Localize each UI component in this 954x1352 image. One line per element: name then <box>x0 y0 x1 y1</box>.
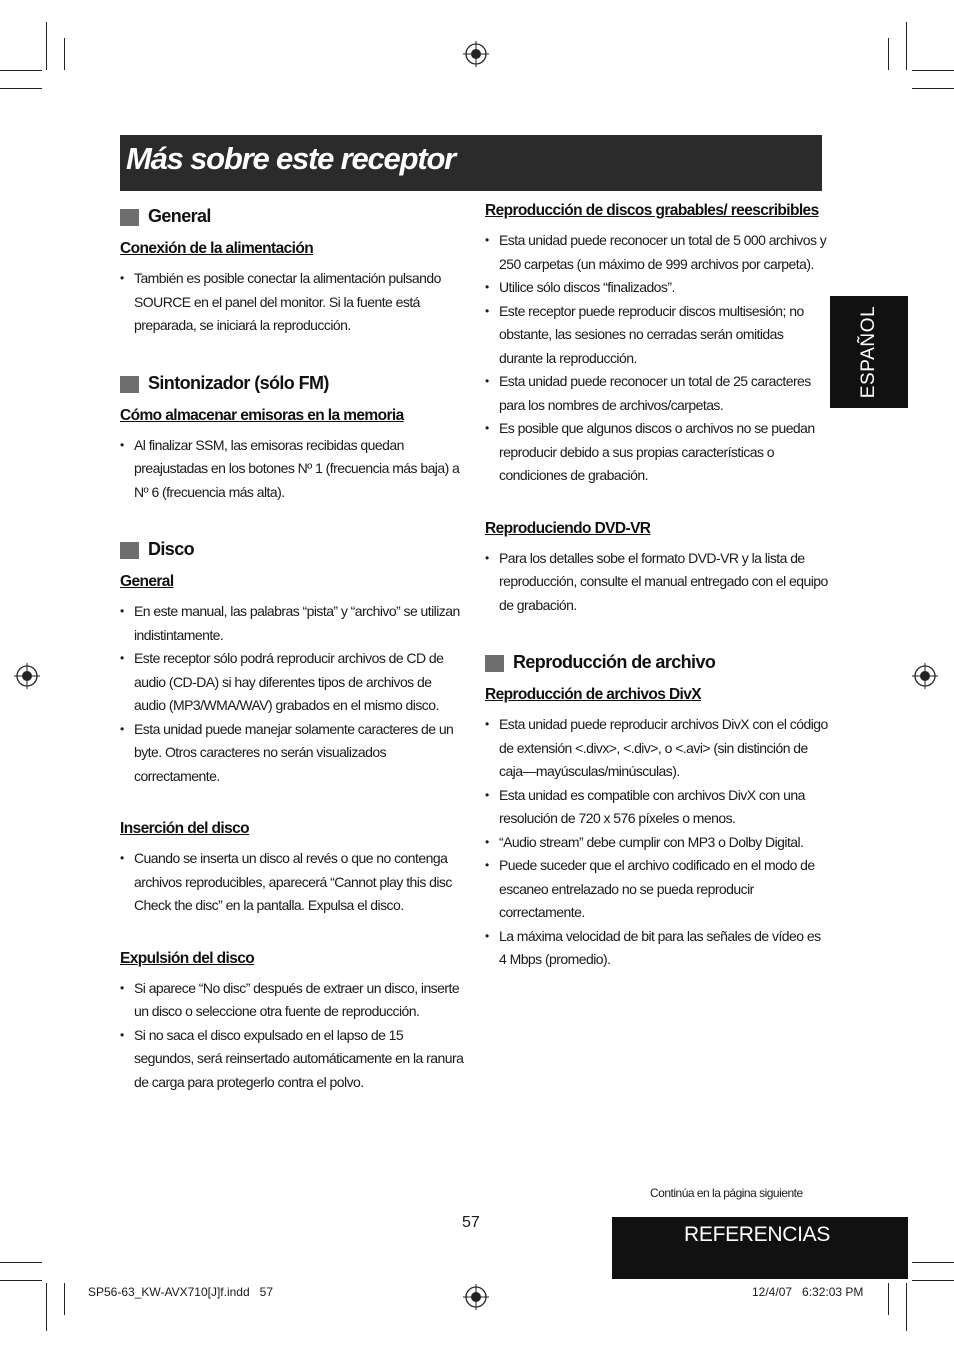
section-heading-sintonizador: Sintonizador (sólo FM) <box>120 371 465 397</box>
subheading-almacenar: Cómo almacenar emisoras en la memoria <box>120 406 404 424</box>
bullet-list-insercion <box>120 847 465 918</box>
list-item: • Esta unidad puede reconocer un total de 25 caracteres para los nombres de archivos/carpetas. <box>485 370 830 417</box>
crop-mark <box>906 1283 907 1331</box>
bullet-list-divx <box>485 713 830 972</box>
footer-date: 12/4/07 6:32:03 PM <box>752 1285 864 1299</box>
list-item: • Esta unidad puede reproducir archivos DivX con el código de extensión <.divx>, <.div>, o <.avi> (sin distinción de caja—mayúsculas/minúsculas). <box>485 713 830 784</box>
crop-mark <box>912 70 954 71</box>
right-column <box>485 198 830 972</box>
footer-file: SP56-63_KW-AVX710[J]f.indd 57 <box>88 1285 273 1299</box>
page-number: 57 <box>462 1214 480 1231</box>
section-square-icon <box>120 542 139 559</box>
section-square-icon <box>120 376 139 393</box>
section-label-box <box>612 1217 908 1279</box>
crop-mark <box>912 1280 954 1281</box>
list-item: • Este receptor sólo podrá reproducir archivos de CD de audio (CD-DA) si hay diferentes tipos de archivos de audio (MP3/WMA/WAV) grabados en el mismo disco. <box>120 647 465 718</box>
list-item: • Utilice sólo discos “finalizados”. <box>485 276 830 300</box>
crop-mark <box>888 1283 889 1315</box>
registration-mark-icon <box>912 663 938 689</box>
crop-mark <box>906 22 907 70</box>
list-item: • Esta unidad puede reconocer un total de 5 000 archivos y 250 carpetas (un máximo de 999 archivos por carpeta). <box>485 229 830 276</box>
subheading-dvdvr: Reproduciendo DVD-VR <box>485 519 651 537</box>
bullet-list-grabables <box>485 229 830 488</box>
bullet-list-general <box>120 600 465 788</box>
language-tab-label: ESPAÑOL <box>858 305 879 399</box>
crop-mark <box>888 38 889 70</box>
list-item: • La máxima velocidad de bit para las señales de vídeo es 4 Mbps (promedio). <box>485 925 830 972</box>
crop-mark <box>64 1283 65 1315</box>
crop-mark <box>0 88 42 89</box>
continued-note: Continúa en la página siguiente <box>650 1186 803 1200</box>
list-item: • Cuando se inserta un disco al revés o que no contenga archivos reproducibles, aparecerá “Cannot play this disc Check the disc” en la pantalla. Expulsa el disco. <box>120 847 465 918</box>
registration-mark-icon <box>14 663 40 689</box>
list-item: • También es posible conectar la alimentación pulsando SOURCE en el panel del monitor. Si la fuente está preparada, se iniciará la reproducción. <box>120 267 465 338</box>
crop-mark <box>46 22 47 70</box>
subheading-conexion: Conexión de la alimentación <box>120 240 314 257</box>
list-item: • “Audio stream” debe cumplir con MP3 o Dolby Digital. <box>485 831 830 855</box>
list-item: • Si aparece “No disc” después de extraer un disco, inserte un disco o seleccione otra fuente de reproducción. <box>120 977 465 1024</box>
bullet-list-conexion <box>120 267 465 338</box>
section-heading-general: General <box>120 204 465 230</box>
section-label: REFERENCIAS <box>684 1223 831 1246</box>
list-item: • Esta unidad puede manejar solamente caracteres de un byte. Otros caracteres no serán visualizados correctamente. <box>120 718 465 789</box>
bullet-list-almacenar <box>120 434 465 505</box>
section-heading-disco: Disco <box>120 537 465 563</box>
page-title: Más sobre este receptor <box>126 141 456 176</box>
bullet-list-dvdvr <box>485 547 830 618</box>
registration-mark-icon <box>463 1284 489 1310</box>
list-item: • Esta unidad es compatible con archivos DivX con una resolución de 720 x 576 píxeles o menos. <box>485 784 830 831</box>
crop-mark <box>0 1280 42 1281</box>
list-item: • Al finalizar SSM, las emisoras recibidas quedan preajustadas en los botones Nº 1 (frecuencia más baja) a Nº 6 (frecuencia más alta). <box>120 434 465 505</box>
list-item: • Puede suceder que el archivo codificado en el modo de escaneo entrelazado no se pueda reproducir correctamente. <box>485 854 830 925</box>
crop-mark <box>46 1283 47 1331</box>
section-square-icon <box>485 655 504 672</box>
subheading-general: General <box>120 573 174 590</box>
bullet-list-expulsion <box>120 977 465 1095</box>
list-item: • Es posible que algunos discos o archivos no se puedan reproducir debido a sus propias características o condiciones de grabación. <box>485 417 830 488</box>
section-square-icon <box>120 209 139 226</box>
list-item: • Para los detalles sobe el formato DVD-VR y la lista de reproducción, consulte el manual entregado con el equipo de grabación. <box>485 547 830 618</box>
list-item: • En este manual, las palabras “pista” y “archivo” se utilizan indistintamente. <box>120 600 465 647</box>
left-column <box>120 198 465 1094</box>
list-item: • Este receptor puede reproducir discos multisesión; no obstante, las sesiones no cerradas serán omitidas durante la reproducción. <box>485 300 830 371</box>
crop-mark <box>912 1262 954 1263</box>
language-tab <box>830 296 908 408</box>
list-item: • Si no saca el disco expulsado en el lapso de 15 segundos, será reinsertado automáticamente en la ranura de carga para protegerlo contra el polvo. <box>120 1024 465 1095</box>
title-bar <box>120 135 822 191</box>
subheading-divx: Reproducción de archivos DivX <box>485 686 702 703</box>
subheading-grabables: Reproducción de discos grabables/ reescribibles <box>485 202 819 219</box>
crop-mark <box>0 70 42 71</box>
crop-mark <box>912 88 954 89</box>
registration-mark-icon <box>463 41 489 67</box>
subheading-expulsion: Expulsión del disco <box>120 949 255 967</box>
section-heading-archivo: Reproducción de archivo <box>485 650 830 676</box>
subheading-insercion: Inserción del disco <box>120 820 250 837</box>
crop-mark <box>0 1262 42 1263</box>
crop-mark <box>64 38 65 70</box>
